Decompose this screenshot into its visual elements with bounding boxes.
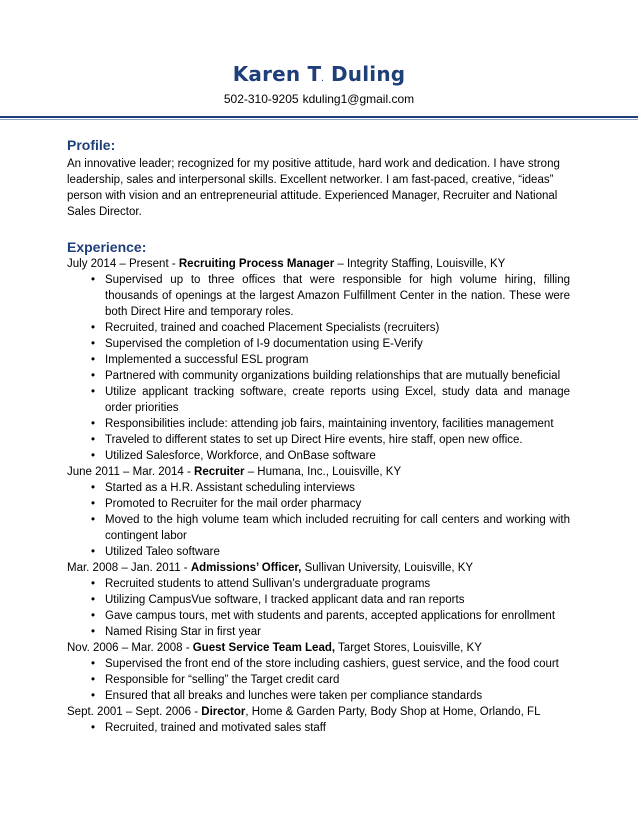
email-address: kduling1@gmail.com bbox=[302, 92, 415, 106]
job-role: Recruiting Process Manager bbox=[178, 258, 335, 270]
bullet-text: Moved to the high volume team which included recruiting for call centers and working with contingent labor bbox=[105, 514, 570, 542]
list-item bbox=[91, 416, 570, 432]
list-item bbox=[91, 448, 570, 464]
list-item bbox=[91, 496, 570, 512]
first-name: Karen T bbox=[232, 62, 322, 86]
bullet-text: Responsible for “selling” the Target credit card bbox=[105, 674, 340, 686]
list-item bbox=[91, 352, 570, 368]
bullet-text: Utilizing CampusVue software, I tracked applicant data and ran reports bbox=[105, 594, 465, 606]
list-item bbox=[91, 336, 570, 352]
job-heading bbox=[67, 256, 570, 272]
job-bullets bbox=[67, 576, 570, 640]
bullet-text: Recruited, trained and motivated sales staff bbox=[105, 722, 326, 734]
bullet-text: Traveled to different states to set up Direct Hire events, hire staff, open new office. bbox=[105, 434, 523, 446]
job-heading bbox=[67, 560, 570, 576]
job-bullets bbox=[67, 272, 570, 464]
contact-line bbox=[0, 92, 638, 106]
list-item bbox=[91, 368, 570, 384]
list-item bbox=[91, 592, 570, 608]
bullet-text: Implemented a successful ESL program bbox=[105, 354, 309, 366]
job-dates: Nov. 2006 – Mar. 2008 - bbox=[67, 642, 193, 654]
bullet-icon: • bbox=[91, 370, 96, 382]
profile-heading: Profile: bbox=[67, 137, 116, 153]
bullet-text: Recruited, trained and coached Placement Specialists (recruiters) bbox=[105, 322, 440, 334]
job-organization: , Home & Garden Party, Body Shop at Home, Orlando, FL bbox=[245, 706, 541, 718]
job-role: Director bbox=[201, 706, 246, 718]
job-role: Admissions’ Officer, bbox=[190, 562, 302, 574]
job-organization: – Humana, Inc., Louisville, KY bbox=[244, 466, 402, 478]
list-item bbox=[91, 544, 570, 560]
initial-dot: . bbox=[321, 76, 324, 83]
bullet-icon: • bbox=[91, 722, 96, 734]
bullet-icon: • bbox=[91, 674, 96, 686]
job-dates: Mar. 2008 – Jan. 2011 - bbox=[67, 562, 191, 574]
bullet-text: Recruited students to attend Sullivan’s undergraduate programs bbox=[105, 578, 431, 590]
job-heading bbox=[67, 704, 570, 720]
list-item bbox=[91, 384, 570, 416]
bullet-text: Gave campus tours, met with students and parents, accepted applications for enrollment bbox=[105, 610, 556, 622]
bullet-icon: • bbox=[91, 338, 96, 350]
list-item bbox=[91, 672, 570, 688]
job-heading bbox=[67, 640, 570, 656]
list-item bbox=[91, 576, 570, 592]
job-organization: Target Stores, Louisville, KY bbox=[335, 642, 482, 654]
bullet-text: Promoted to Recruiter for the mail order pharmacy bbox=[105, 498, 362, 510]
job-role: Guest Service Team Lead, bbox=[192, 642, 336, 654]
experience-list bbox=[67, 256, 570, 736]
bullet-icon: • bbox=[91, 354, 96, 366]
job-dates: Sept. 2001 – Sept. 2006 - bbox=[67, 706, 202, 718]
bullet-icon: • bbox=[91, 386, 96, 398]
list-item bbox=[91, 656, 570, 672]
bullet-icon: • bbox=[91, 690, 96, 702]
experience-heading: Experience: bbox=[67, 239, 147, 255]
list-item bbox=[91, 272, 570, 320]
list-item bbox=[91, 512, 570, 544]
bullet-text: Supervised the front end of the store including cashiers, guest service, and the food court bbox=[105, 658, 559, 670]
bullet-icon: • bbox=[91, 626, 96, 638]
bullet-icon: • bbox=[91, 498, 96, 510]
bullet-text: Ensured that all breaks and lunches were taken per compliance standards bbox=[105, 690, 483, 702]
bullet-icon: • bbox=[91, 658, 96, 670]
candidate-name bbox=[0, 62, 638, 86]
bullet-icon: • bbox=[91, 578, 96, 590]
bullet-text: Supervised up to three offices that were responsible for high volume hiring, filling thousands of openings at the largest Amazon Fulfillment Center in the nation. These were both Direct Hire and temporary roles. bbox=[105, 274, 570, 318]
phone-number: 502-310-9205 bbox=[223, 92, 299, 106]
job-bullets bbox=[67, 720, 570, 736]
bullet-text: Started as a H.R. Assistant scheduling interviews bbox=[105, 482, 355, 494]
list-item bbox=[91, 432, 570, 448]
list-item bbox=[91, 720, 570, 736]
bullet-text: Utilize applicant tracking software, create reports using Excel, study data and manage order priorities bbox=[105, 386, 570, 414]
job-dates: June 2011 – Mar. 2014 - bbox=[67, 466, 195, 478]
bullet-icon: • bbox=[91, 450, 96, 462]
header-rule-thin bbox=[0, 119, 638, 120]
profile-text: An innovative leader; recognized for my positive attitude, hard work and dedication. I have strong leadership, sales and interpersonal skills. Excellent networker. I am fast-paced, creative, “ideas” person with vision and an entrepreneurial attitude. Experienced Manager, Recruiter and National Sales Director. bbox=[67, 158, 560, 218]
bullet-text: Utilized Taleo software bbox=[105, 546, 220, 558]
job-organization: – Integrity Staffing, Louisville, KY bbox=[334, 258, 506, 270]
resume-body bbox=[67, 136, 570, 736]
bullet-icon: • bbox=[91, 610, 96, 622]
bullet-text: Responsibilities include: attending job fairs, maintaining inventory, facilities management bbox=[105, 418, 554, 430]
bullet-icon: • bbox=[91, 434, 96, 446]
bullet-icon: • bbox=[91, 322, 96, 334]
bullet-text: Supervised the completion of I-9 documentation using E-Verify bbox=[105, 338, 423, 350]
bullet-icon: • bbox=[91, 514, 96, 526]
job-organization: Sullivan University, Louisville, KY bbox=[301, 562, 474, 574]
job-bullets bbox=[67, 656, 570, 704]
bullet-text: Utilized Salesforce, Workforce, and OnBase software bbox=[105, 450, 376, 462]
list-item bbox=[91, 608, 570, 624]
job-heading bbox=[67, 464, 570, 480]
list-item bbox=[91, 480, 570, 496]
job-role: Recruiter bbox=[194, 466, 245, 478]
bullet-text: Partnered with community organizations building relationships that are mutually beneficial bbox=[105, 370, 561, 382]
bullet-icon: • bbox=[91, 546, 96, 558]
last-name: Duling bbox=[323, 62, 406, 86]
job-bullets bbox=[67, 480, 570, 560]
bullet-icon: • bbox=[91, 594, 96, 606]
bullet-icon: • bbox=[91, 274, 96, 286]
list-item bbox=[91, 688, 570, 704]
bullet-icon: • bbox=[91, 418, 96, 430]
bullet-icon: • bbox=[91, 482, 96, 494]
header-rule bbox=[0, 116, 638, 118]
job-dates: July 2014 – Present - bbox=[67, 258, 179, 270]
list-item bbox=[91, 320, 570, 336]
bullet-text: Named Rising Star in first year bbox=[105, 626, 261, 638]
list-item bbox=[91, 624, 570, 640]
